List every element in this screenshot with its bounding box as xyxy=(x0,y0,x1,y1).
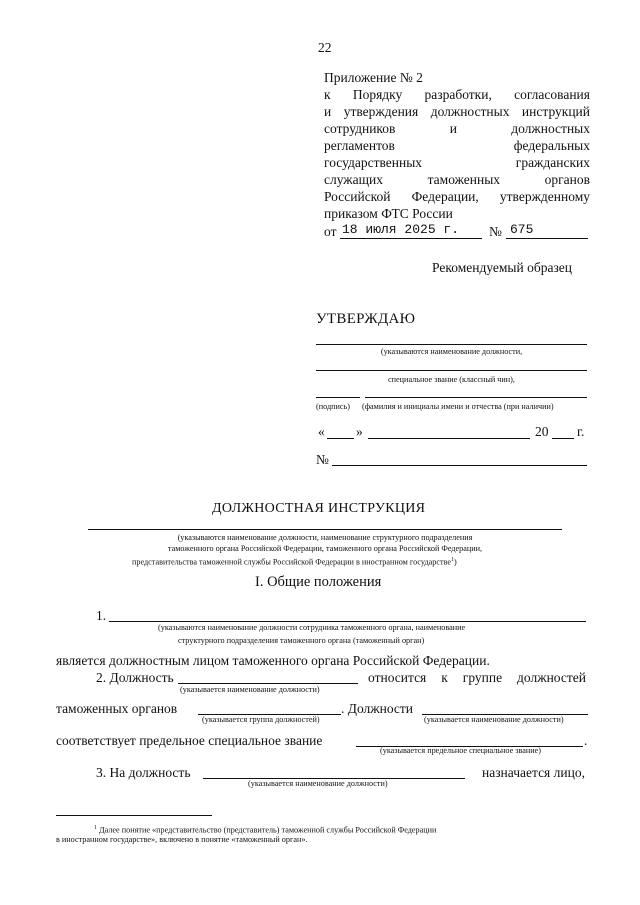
item1-line xyxy=(109,621,586,622)
appendix-line: регламентов федеральных xyxy=(324,138,590,153)
section-title: I. Общие положения xyxy=(255,574,382,590)
approve-name-hint: (фамилия и инициалы имени и отчества (при наличии) xyxy=(362,402,554,411)
appendix-line: к Порядку разработки, согласования xyxy=(324,87,590,102)
appendix-line: Российской Федерации, утвержденному xyxy=(324,189,590,204)
approve-year-suffix: г. xyxy=(577,424,585,439)
approve-day-line xyxy=(327,438,354,439)
order-date-value: 18 июля 2025 г. xyxy=(342,222,460,237)
item1-hint: структурного подразделения таможенного органа (таможенный орган) xyxy=(178,636,425,645)
item2-line2-mid: . Должности xyxy=(341,701,414,716)
document-title: ДОЛЖНОСТНАЯ ИНСТРУКЦИЯ xyxy=(212,501,426,516)
approve-year-line xyxy=(552,438,574,439)
item1-number: 1. xyxy=(96,608,107,623)
approve-month-line xyxy=(368,438,530,439)
order-date-prefix: от xyxy=(324,224,337,239)
approve-year-prefix: 20 xyxy=(535,424,549,439)
footnote-line: в иностранном государстве», включено в понятие «таможенный орган». xyxy=(56,835,308,844)
item3-prefix: 3. На должность xyxy=(96,765,191,780)
document-title-hint: таможенного органа Российской Федерации, таможенного органа Российской Федерации, xyxy=(167,544,483,553)
document-title-hint: представительства таможенной службы Российской Федерации в иностранном государстве$^1$) xyxy=(132,557,457,567)
item1-text: является должностным лицом таможенного органа Российской Федерации. xyxy=(56,653,490,668)
item2-position-hint: (указывается наименование должности) xyxy=(180,685,320,694)
item2-rank-hint: (указывается предельное специальное звание) xyxy=(380,746,542,755)
page-number: 22 xyxy=(318,40,332,55)
item1-hint: (указываются наименование должности сотрудника таможенного органа, наименование xyxy=(158,623,466,632)
appendix-line: государственных гражданских xyxy=(324,155,590,170)
item2-line2-prefix: таможенных органов xyxy=(56,701,178,716)
appendix-line: служащих таможенных органов xyxy=(324,172,590,187)
document-title-line xyxy=(88,529,562,530)
footnote-line: Далее понятие «представительство (представитель) таможенной службы Российской Федерации xyxy=(99,825,437,835)
order-number-label: № xyxy=(489,224,502,239)
footnote-ref: 1 xyxy=(451,557,455,563)
approve-signature-line xyxy=(316,397,360,398)
footnote-separator xyxy=(56,815,212,816)
document-title-hint: (указываются наименование должности, наименование структурного подразделения xyxy=(177,533,473,542)
approve-rank-hint: специальное звание (классный чин), xyxy=(388,375,515,384)
appendix-line: приказом ФТС России xyxy=(324,206,453,221)
item2-group-hint: (указывается группа должностей) xyxy=(202,715,320,724)
approve-number-label: № xyxy=(316,452,329,467)
item2-position2-hint: (указывается наименование должности) xyxy=(424,715,564,724)
approve-position-line xyxy=(316,344,587,345)
item2-line3-prefix: соответствует предельное специальное звание xyxy=(56,733,323,748)
item2-line3-end: . xyxy=(584,733,588,748)
item3-suffix: назначается лицо, xyxy=(482,765,585,780)
order-date-line xyxy=(340,238,482,239)
order-number-line xyxy=(506,238,588,239)
order-number-value: 675 xyxy=(510,222,534,237)
item2-mid-text: относится к группе должностей xyxy=(368,670,586,685)
approve-rank-line xyxy=(316,370,587,371)
item3-position-hint: (указывается наименование должности) xyxy=(248,779,388,788)
appendix-line: и утверждения должностных инструкций xyxy=(324,104,590,119)
approve-position-hint: (указываются наименование должности, xyxy=(380,347,523,356)
approve-signature-hint: (подпись) xyxy=(316,402,350,411)
approve-number-line xyxy=(332,465,587,466)
footnote-marker: 1 xyxy=(94,825,97,831)
approve-name-line xyxy=(365,397,587,398)
recommended-sample: Рекомендуемый образец xyxy=(432,260,573,275)
appendix-title: Приложение № 2 xyxy=(324,70,423,85)
approve-quote-open: « xyxy=(318,424,325,439)
approve-quote-close: » xyxy=(356,424,363,439)
approve-title: УТВЕРЖДАЮ xyxy=(316,311,416,327)
item2-prefix: 2. Должность xyxy=(96,670,174,685)
item2-position-line xyxy=(178,683,358,684)
appendix-line: сотрудников и должностных xyxy=(324,121,590,136)
